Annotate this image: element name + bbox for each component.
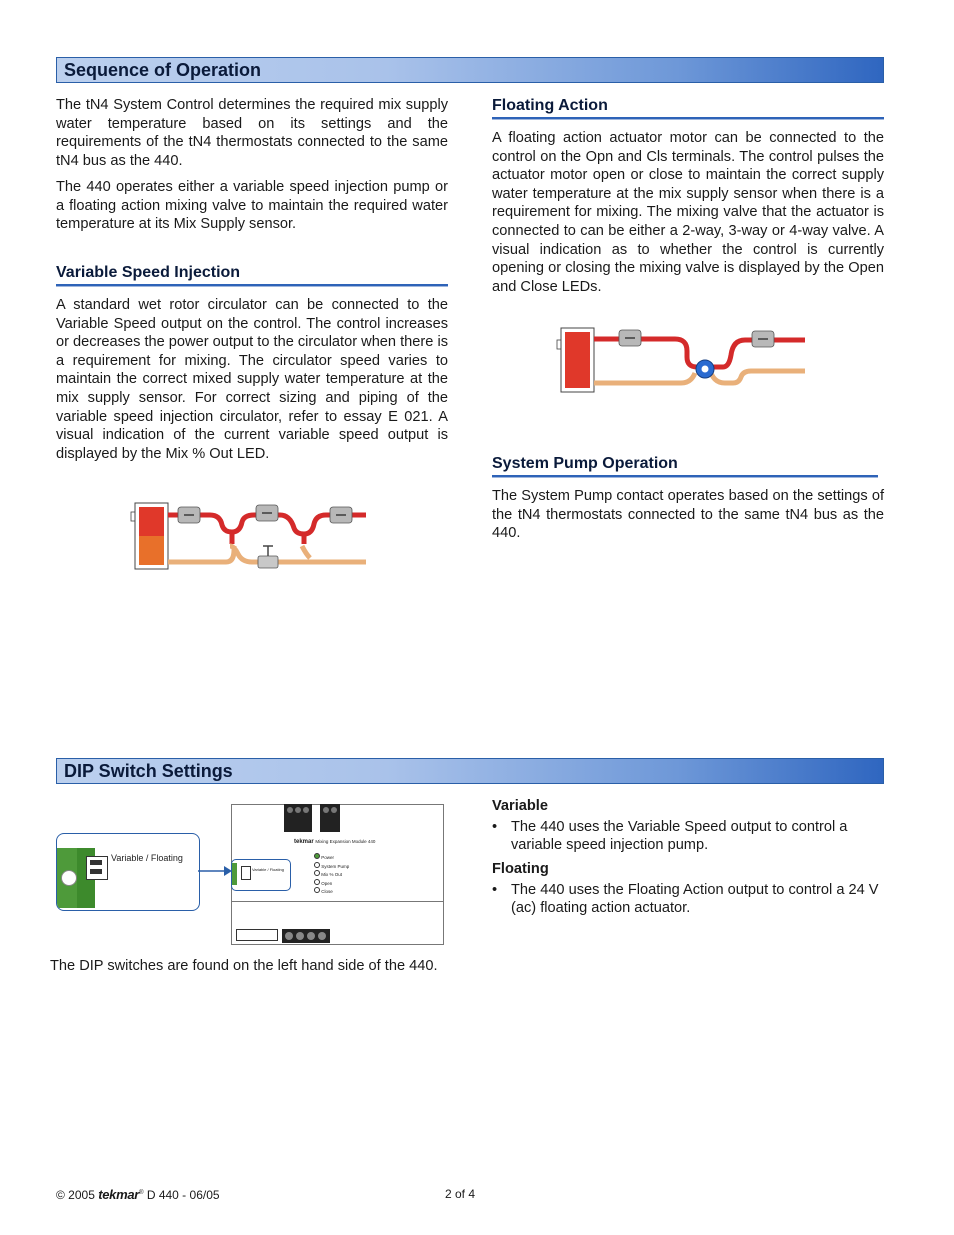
return-pipe-boiler — [168, 546, 234, 562]
system-pump-text: The System Pump contact operates based on the settings of the tN4 thermostats connected to the same tN4 bus as the 440. — [492, 488, 884, 542]
variable-heading: Variable — [492, 798, 548, 814]
dip-caption: The DIP switches are found on the left hand side of the 440. — [50, 958, 438, 974]
dip-callout — [56, 833, 200, 911]
terminal-block-bottom — [282, 929, 330, 943]
return-pipe-system — [711, 371, 805, 383]
variable-speed-heading: Variable Speed Injection — [56, 264, 241, 281]
system-pump-heading: System Pump Operation — [492, 455, 678, 472]
led-power: Power — [314, 853, 349, 862]
footer-copyright: © 2005 — [56, 1188, 95, 1202]
callout-dip-switch — [86, 856, 108, 880]
variable-bullet-text: The 440 uses the Variable Speed output to control a variable speed injection pump. — [511, 819, 848, 853]
footer-doc-code: D 440 - 06/05 — [146, 1188, 220, 1202]
sequence-banner — [56, 57, 884, 83]
supply-pipe-hot — [594, 339, 705, 367]
floating-bullet-text: The 440 uses the Floating Action output to control a 24 V (ac) floating action actuator. — [511, 882, 879, 916]
return-pipe-system — [230, 546, 366, 562]
system-pump-rule — [492, 475, 878, 478]
bullet-dot: • — [492, 819, 498, 835]
dip-title: DIP Switch Settings — [64, 761, 233, 781]
floating-bullet — [492, 881, 887, 921]
callout-label: Variable / Floating — [111, 853, 183, 863]
led-open: Open — [314, 879, 349, 888]
led-system-pump: System Pump — [314, 862, 349, 871]
variable-speed-rule — [56, 284, 448, 287]
intro-paragraph-2: The 440 operates either a variable speed injection pump or a floating action mixing valve to maintain the required water temperature at its Mix Supply sensor. — [56, 179, 448, 233]
floating-heading: Floating — [492, 861, 549, 877]
led-mix-out: Mix % Out — [314, 870, 349, 879]
device-brand: tekmar Mixing Expansion Module 440 — [294, 839, 376, 845]
floating-action-heading: Floating Action — [492, 97, 608, 114]
device-led-list — [314, 853, 349, 896]
terminal-block-top-left — [284, 804, 312, 832]
bullet-dot: • — [492, 882, 498, 898]
sequence-title: Sequence of Operation — [64, 60, 262, 80]
floating-action-piping-diagram — [555, 325, 810, 395]
variable-bullet — [492, 818, 887, 858]
device-label-box — [236, 929, 278, 941]
callout-arrow — [198, 865, 232, 877]
footer-page-number: 2 of 4 — [445, 1187, 476, 1201]
footer-brand-logo: tekmar — [98, 1187, 140, 1202]
device-dip-highlight: Variable / Floating — [231, 859, 291, 891]
balancing-valve-icon — [258, 556, 278, 568]
floating-action-text: A floating action actuator motor can be connected to the control on the Opn and Cls terminals. The control pulses the actuator motor open or close to maintain the correct supply water temperature at the mix supply sensor when there is a requirement for mixing. The mixing valve that the actuator is connected to can be either a 2-way, 3-way or 4-way valve. A visual indication as to whether the control is currently opening or closing the mixing valve is displayed by the Open and Close LEDs. — [492, 130, 884, 295]
terminal-block-top-right — [320, 804, 340, 832]
return-pipe-boiler — [594, 373, 695, 383]
led-close: Close — [314, 887, 349, 896]
footer-left: © 2005 tekmar® D 440 - 06/05 — [56, 1187, 220, 1202]
device-440 — [231, 804, 444, 945]
intro-paragraph-1: The tN4 System Control determines the required mix supply water temperature based on its settings and the requirements of the tN4 thermostats connected to the same tN4 bus as the 440. — [56, 97, 448, 169]
floating-action-rule — [492, 117, 884, 120]
variable-speed-text: A standard wet rotor circulator can be connected to the Variable Speed output on the control. The control increases or decreases the power output to the circulator when there is a requirement for mixing. The circulator speed varies to maintain the correct mixed supply water temperature at the mix supply sensor. For correct sizing and piping of the variable speed injection circulator, refer to essay E 021. A visual indication of the current variable speed output is displayed by the Mix % Out LED. — [56, 297, 448, 462]
dip-banner — [56, 758, 884, 784]
callout-mount-hole — [61, 870, 77, 886]
variable-speed-piping-diagram — [130, 500, 370, 572]
boiler-fill — [565, 332, 590, 388]
